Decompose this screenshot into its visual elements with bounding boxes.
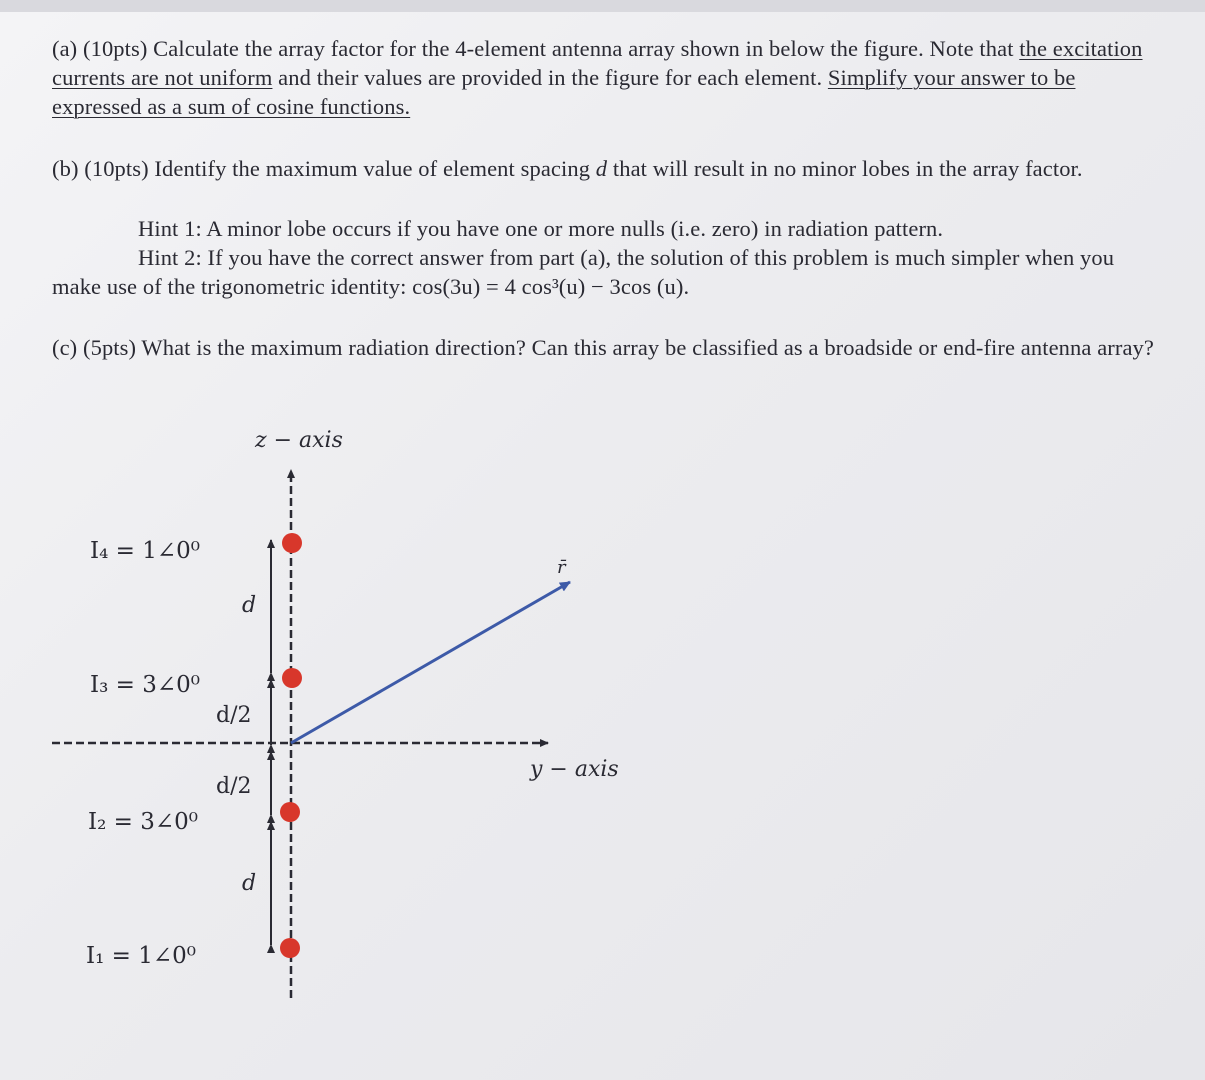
current-label-i4: I₄ = 1∠0⁰ (90, 538, 200, 564)
part-a-prefix: (a) (10pts) Calculate the array factor for the 4-element antenna array shown in below the figure. Note that (52, 36, 1020, 61)
hint-1: Hint 1: A minor lobe occurs if you have one or more nulls (i.e. zero) in radiation pattern. (138, 216, 944, 241)
y-axis-label: y − axis (530, 757, 619, 782)
part-b-var: d (595, 156, 608, 181)
part-a-underlined-2: Simplify your answer to be expressed as a sum of cosine functions. (52, 65, 1076, 119)
r-vector-label: r̄ (557, 557, 566, 578)
part-b-text-1: (b) (10pts) Identify the maximum value of element spacing (52, 156, 596, 181)
r-vector (291, 582, 570, 743)
spacing-label-top: d (242, 593, 257, 618)
element-3-dot (282, 668, 302, 688)
hint-2: Hint 2: If you have the correct answer from part (a), the solution of this problem is much simpler when you make use of the trigonometric identity: cos(3u) = 4 cos³(u) − 3cos (u). (52, 245, 1115, 299)
current-label-i1: I₁ = 1∠0⁰ (86, 943, 196, 969)
element-1-dot (280, 938, 300, 958)
part-a-underlined-1: the excitation currents are not uniform (52, 36, 1143, 90)
element-4-dot (282, 533, 302, 553)
current-label-i2: I₂ = 3∠0⁰ (88, 809, 198, 835)
current-label-i3: I₃ = 3∠0⁰ (90, 672, 200, 698)
part-a-middle: and their values are provided in the figure for each element. (272, 65, 828, 90)
spacing-label-lower-half: d/2 (216, 774, 252, 799)
spacing-label-upper-half: d/2 (216, 703, 252, 728)
spacing-label-bottom: d (242, 871, 257, 896)
part-c-text: (c) (5pts) What is the maximum radiation direction? Can this array be classified as a broadside or end-fire antenna array? (52, 335, 1154, 360)
z-axis-label: z − axis (255, 428, 343, 453)
element-2-dot (280, 802, 300, 822)
part-b-text-2: that will result in no minor lobes in the array factor. (607, 156, 1083, 181)
